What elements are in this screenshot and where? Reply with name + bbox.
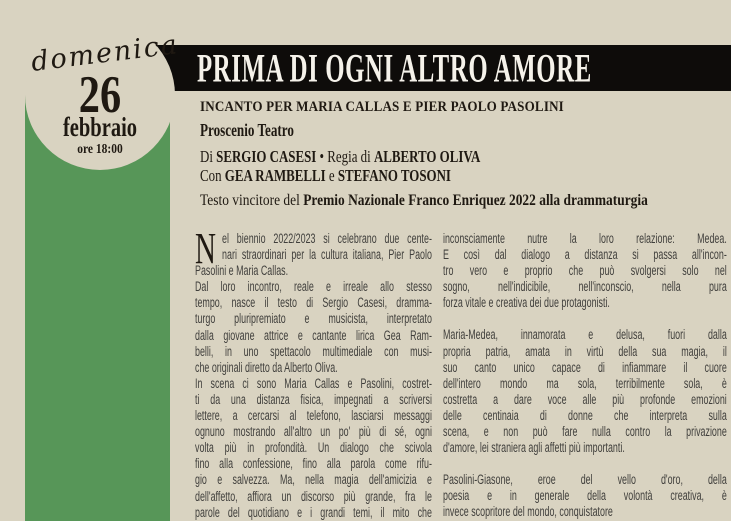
time-label: ore 18:00 bbox=[77, 142, 123, 157]
text-line: d'amore, lei straniera agli affetti più importanti. bbox=[443, 440, 625, 456]
text-segment: GEA RAMBELLI bbox=[224, 165, 326, 185]
title-banner bbox=[150, 45, 731, 91]
text-line: scena, e non può fare nulla contro la privazione bbox=[443, 424, 727, 440]
text-line: poesia e in generale della volontà creativa, è bbox=[443, 488, 727, 504]
text-line: In scena ci sono Maria Callas e Pasolini, costret- bbox=[195, 375, 432, 391]
text-line: Dal loro incontro, reale e irreale allo stesso bbox=[195, 279, 432, 295]
paragraph bbox=[195, 279, 432, 376]
text-line: delle centinaia di donne che interpreta sulla bbox=[443, 407, 727, 423]
text-segment: STEFANO TOSONI bbox=[337, 165, 451, 185]
paragraph bbox=[443, 231, 727, 311]
company-name: Proscenio Teatro bbox=[200, 120, 294, 140]
text-line: Maria-Medea, innamorata e delusa, fuori dalla bbox=[443, 327, 727, 343]
text-line: E così dal dialogo a distanza si passa all'incon- bbox=[443, 247, 727, 263]
text-segment: ALBERTO OLIVA bbox=[373, 147, 481, 166]
text-line: forza vitale e creativa dei due protagonisti. bbox=[443, 295, 610, 311]
text-line: dalla giovane attrice e cantante lirica Gea Ram- bbox=[195, 327, 432, 343]
date-circle bbox=[25, 20, 181, 170]
text-segment: e bbox=[325, 165, 338, 185]
text-segment: • Regia di bbox=[316, 147, 374, 166]
text-segment: Con bbox=[200, 165, 225, 185]
text-line: volta più in profondità. Un dialogo che scivola bbox=[195, 440, 432, 456]
award-line bbox=[200, 192, 648, 210]
text-line: el biennio 2022/2023 si celebrano due cente- bbox=[222, 231, 432, 246]
text-line: dell'intero mondo ma sola, terribilmente sola, è bbox=[443, 375, 727, 391]
text-line: sogno, nell'indicibile, nell'inconscio, nella pura bbox=[443, 279, 727, 295]
text-line: parole del quotidiano e i grandi temi, il mito che bbox=[195, 504, 432, 520]
text-line: nari straordinari per la cultura italiana, Pier Paolo bbox=[222, 247, 432, 263]
text-line: suo canto unico capace di infiammare il cuore bbox=[443, 359, 727, 375]
text-line: dell'affetto, affiora un discorso più grande, fra le bbox=[195, 488, 432, 504]
text-line: belli, in uno spettacolo multimediale con musi- bbox=[195, 343, 432, 359]
day-number: 26 bbox=[78, 66, 122, 124]
paragraph bbox=[443, 472, 727, 520]
credits-line-2 bbox=[200, 167, 480, 186]
text-line: costretta a dare voce alle più profonde emozioni bbox=[443, 391, 727, 407]
text-line: invece scopritore del mondo, conquistatore bbox=[443, 504, 613, 520]
text-segment: SERGIO CASESI bbox=[216, 147, 317, 166]
credits-line-1 bbox=[200, 148, 480, 167]
text-line: fino alla confessione, fino alla parola come rifu- bbox=[195, 456, 432, 472]
text-line: Pasolini e Maria Callas. bbox=[195, 263, 289, 279]
text-line: turgo pluripremiato e musicista, interpretato bbox=[195, 311, 432, 327]
text-line: gio e salvezza. Ma, nella magia dell'amicizia e bbox=[195, 472, 432, 488]
text-line: lettere, a cercarsi al telefono, lasciarsi messaggi bbox=[195, 408, 432, 424]
text-line: inconsciamente nutre la loro relazione: Medea. bbox=[443, 231, 727, 246]
text-line: propria patria, amata in virtù della sua magia, il bbox=[443, 343, 727, 359]
credits-block bbox=[200, 148, 480, 185]
text-segment: Testo vincitore del bbox=[200, 192, 304, 209]
text-line: che originali diretto da Alberto Oliva. bbox=[195, 359, 338, 375]
month-label: febbraio bbox=[62, 112, 138, 142]
show-title: PRIMA DI OGNI ALTRO AMORE bbox=[197, 45, 592, 91]
paragraph bbox=[443, 327, 727, 456]
paragraph bbox=[195, 376, 432, 521]
text-segment: Premio Nazionale Franco Enriquez 2022 alla drammaturgia bbox=[303, 192, 648, 209]
body-left-column bbox=[195, 224, 432, 521]
text-line: Pasolini-Giasone, eroe del vello d'oro, della bbox=[443, 472, 727, 488]
text-line: ti da una distanza fisica, impegnati a scriversi bbox=[195, 391, 432, 407]
drop-cap: N bbox=[195, 224, 216, 273]
text-segment: Di bbox=[200, 147, 217, 166]
day-name-script: domenica bbox=[29, 29, 181, 78]
text-line: tempo, nasce il testo di Sergio Casesi, dramma- bbox=[195, 295, 432, 311]
text-line: ognuno mostrando all'altro un po' più di sé, ogni bbox=[195, 424, 432, 440]
paragraph bbox=[195, 224, 432, 279]
body-right-column bbox=[443, 231, 727, 521]
text-line: tro vero e proprio che può svolgersi solo nel bbox=[443, 263, 727, 279]
show-subtitle: INCANTO PER MARIA CALLAS E PIER PAOLO PASOLINI bbox=[200, 99, 564, 115]
